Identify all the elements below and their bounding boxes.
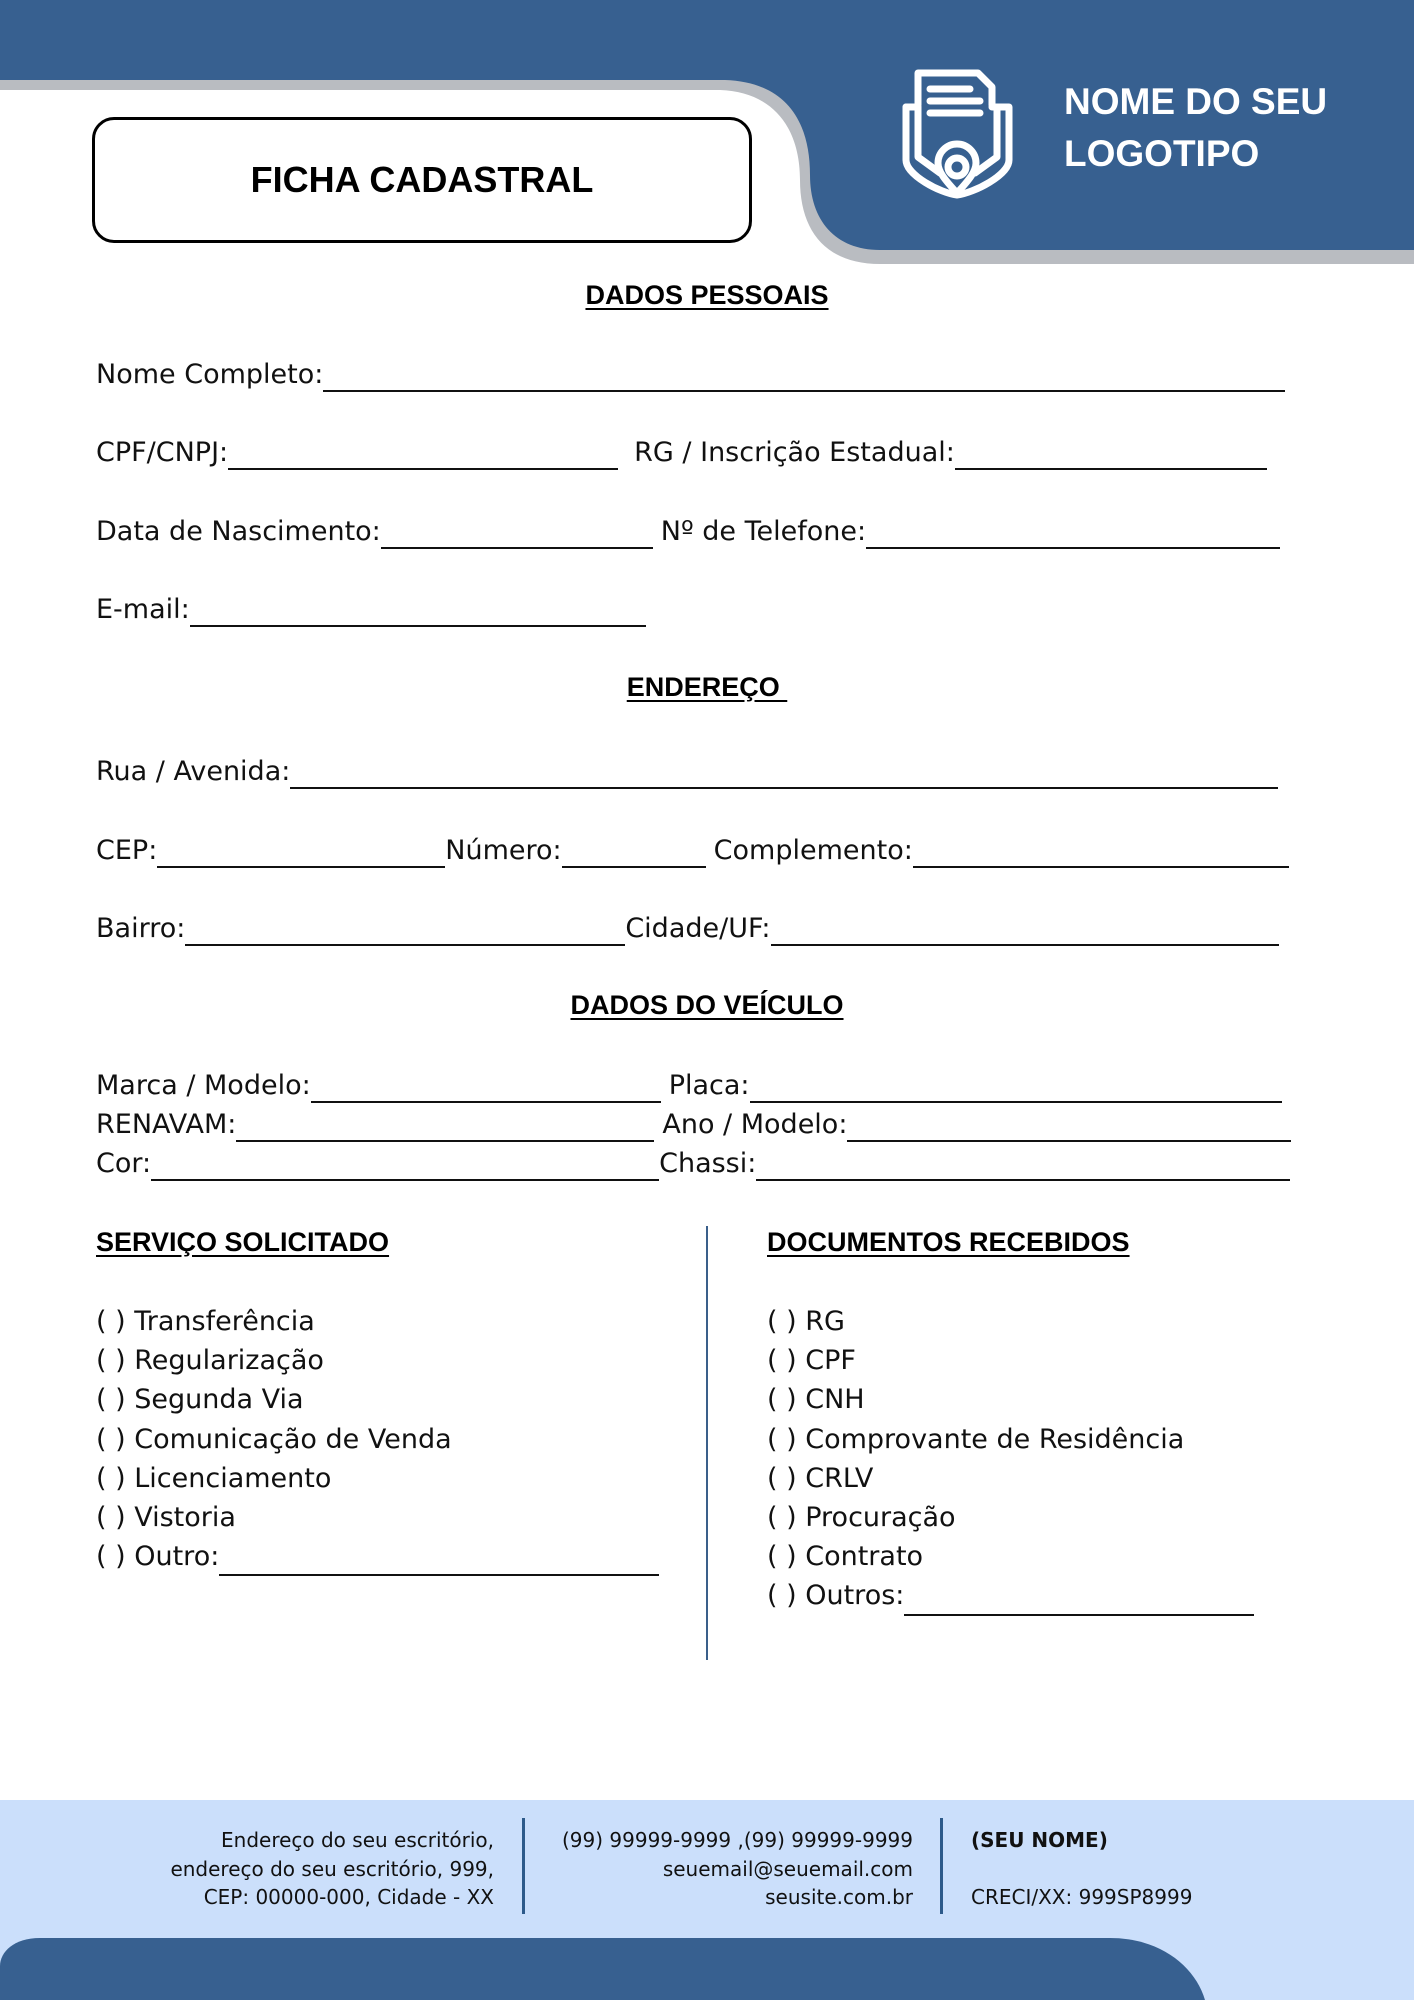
documento-item[interactable]: ( ) Procuração bbox=[767, 1502, 956, 1534]
blank-cidade[interactable] bbox=[771, 920, 1279, 946]
documentos-title: DOCUMENTOS RECEBIDOS bbox=[767, 1227, 1130, 1257]
label-marca: Marca / Modelo: bbox=[96, 1070, 311, 1101]
blank-cor[interactable] bbox=[151, 1155, 659, 1181]
label-email: E-mail: bbox=[96, 594, 190, 625]
servico-title: SERVIÇO SOLICITADO bbox=[96, 1227, 390, 1257]
blank-servico-outro[interactable] bbox=[219, 1550, 659, 1576]
blank-marca[interactable] bbox=[311, 1077, 661, 1103]
label-cor: Cor: bbox=[96, 1148, 152, 1179]
logo-text-line1: NOME DO SEU bbox=[1064, 81, 1328, 122]
label-chassi: Chassi: bbox=[659, 1148, 757, 1179]
form-title-box bbox=[92, 117, 752, 243]
section-title-address: ENDEREÇO bbox=[626, 672, 788, 702]
blank-chassi[interactable] bbox=[756, 1155, 1290, 1181]
servico-item[interactable]: ( ) Regularização bbox=[96, 1345, 324, 1377]
blank-placa[interactable] bbox=[750, 1077, 1282, 1103]
document-location-pin-icon bbox=[900, 65, 1015, 200]
documento-item[interactable]: ( ) Contrato bbox=[767, 1541, 924, 1573]
field-row-marca-placa bbox=[96, 1069, 1282, 1103]
blank-renavam[interactable] bbox=[236, 1116, 654, 1142]
footer-creci: CRECI/XX: 999SP8999 bbox=[971, 1885, 1193, 1909]
label-cep: CEP: bbox=[96, 835, 158, 866]
footer-wave bbox=[0, 1938, 1414, 2000]
servico-item[interactable]: ( ) Comunicação de Venda bbox=[96, 1423, 452, 1455]
blank-documentos-outros[interactable] bbox=[904, 1590, 1254, 1616]
footer-site[interactable]: seusite.com.br bbox=[765, 1885, 913, 1909]
documento-item[interactable]: ( ) Comprovante de Residência bbox=[767, 1423, 1185, 1455]
blank-nome[interactable] bbox=[323, 366, 1285, 392]
servico-item[interactable]: ( ) Outro: bbox=[96, 1537, 659, 1576]
footer-divider bbox=[522, 1818, 525, 1914]
blank-cep[interactable] bbox=[157, 842, 445, 868]
blank-rg[interactable] bbox=[955, 444, 1267, 470]
blank-nascimento[interactable] bbox=[381, 523, 653, 549]
form-title: FICHA CADASTRAL bbox=[250, 159, 594, 200]
blank-email[interactable] bbox=[190, 601, 646, 627]
label-renavam: RENAVAM: bbox=[96, 1109, 237, 1140]
blank-numero[interactable] bbox=[562, 842, 706, 868]
logo-text bbox=[1064, 76, 1394, 180]
footer-address: Endereço do seu escritório, endereço do seu escritório, 999, CEP: 00000-000, Cidade - XX bbox=[170, 1828, 494, 1909]
label-complemento: Complemento: bbox=[713, 835, 913, 866]
section-title-personal: DADOS PESSOAIS bbox=[585, 280, 829, 310]
footer-name: (SEU NOME) bbox=[971, 1828, 1108, 1852]
footer-contact bbox=[562, 1826, 913, 1912]
field-row-nome bbox=[96, 358, 1285, 392]
servico-list bbox=[96, 1302, 659, 1576]
servico-item[interactable]: ( ) Transferência bbox=[96, 1306, 315, 1337]
field-row-rua bbox=[96, 755, 1278, 789]
footer-phones: (99) 99999-9999 ,(99) 99999-9999 bbox=[561, 1828, 913, 1852]
label-rg: RG / Inscrição Estadual: bbox=[634, 437, 955, 468]
field-row-bairro-cidade bbox=[96, 912, 1279, 946]
label-placa: Placa: bbox=[668, 1070, 750, 1101]
blank-complemento[interactable] bbox=[913, 842, 1289, 868]
servico-item[interactable]: ( ) Segunda Via bbox=[96, 1384, 304, 1416]
documento-item[interactable]: ( ) CPF bbox=[767, 1345, 856, 1377]
label-nome: Nome Completo: bbox=[96, 359, 324, 390]
label-cidade: Cidade/UF: bbox=[625, 913, 771, 944]
label-telefone: Nº de Telefone: bbox=[660, 516, 867, 547]
label-rua: Rua / Avenida: bbox=[96, 756, 291, 787]
logo-text-line2: LOGOTIPO bbox=[1064, 133, 1260, 174]
field-row-nascimento-telefone bbox=[96, 515, 1280, 549]
label-nascimento: Data de Nascimento: bbox=[96, 516, 381, 547]
blank-telefone[interactable] bbox=[866, 523, 1280, 549]
section-title-vehicle: DADOS DO VEÍCULO bbox=[570, 990, 844, 1020]
servico-item[interactable]: ( ) Licenciamento bbox=[96, 1462, 332, 1494]
documento-item[interactable]: ( ) RG bbox=[767, 1306, 845, 1337]
footer-email[interactable]: seuemail@seuemail.com bbox=[662, 1856, 913, 1881]
blank-cpf[interactable] bbox=[228, 444, 618, 470]
field-row-cpf-rg bbox=[96, 436, 1267, 470]
documentos-list bbox=[767, 1302, 1254, 1616]
field-row-renavam-ano bbox=[96, 1108, 1291, 1142]
column-divider bbox=[706, 1226, 708, 1660]
documento-item[interactable]: ( ) Outros: bbox=[767, 1576, 1254, 1615]
documento-item[interactable]: ( ) CNH bbox=[767, 1384, 865, 1416]
field-row-cor-chassi bbox=[96, 1147, 1290, 1181]
blank-ano[interactable] bbox=[847, 1116, 1291, 1142]
blank-rua[interactable] bbox=[290, 763, 1278, 789]
label-ano: Ano / Modelo: bbox=[662, 1109, 848, 1140]
servico-item[interactable]: ( ) Vistoria bbox=[96, 1502, 236, 1534]
field-row-email bbox=[96, 593, 646, 627]
blank-bairro[interactable] bbox=[185, 920, 625, 946]
field-row-cep-numero-complemento bbox=[96, 834, 1289, 868]
footer-broker bbox=[971, 1826, 1192, 1912]
documento-item[interactable]: ( ) CRLV bbox=[767, 1462, 874, 1494]
label-cpf: CPF/CNPJ: bbox=[96, 437, 229, 468]
label-numero: Número: bbox=[445, 835, 562, 866]
label-bairro: Bairro: bbox=[96, 913, 186, 944]
footer-divider bbox=[940, 1818, 943, 1914]
